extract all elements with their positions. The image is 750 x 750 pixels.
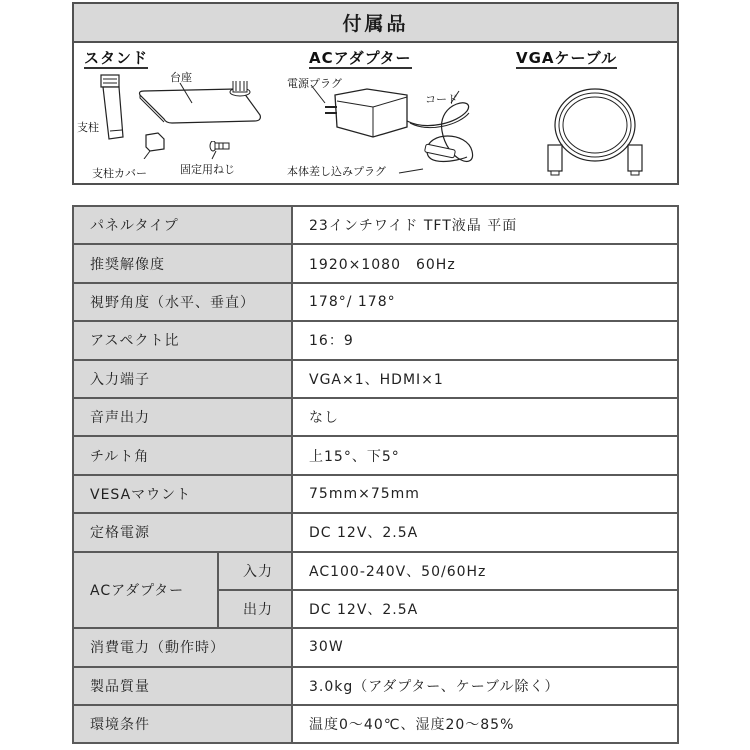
spec-label: VESAマウント: [73, 475, 292, 513]
accessories-header: 付属品: [74, 4, 677, 43]
pillar-cover-icon: [142, 131, 172, 159]
spec-value: 30W: [292, 628, 678, 666]
screw-label: 固定用ねじ: [180, 163, 235, 176]
screw-icon: [208, 141, 232, 161]
spec-value: VGA×1、HDMI×1: [292, 360, 678, 398]
spec-sublabel-output: 出力: [218, 590, 292, 628]
spec-value: 上15°、下5°: [292, 436, 678, 474]
table-row: [73, 705, 678, 743]
accessories-panel: [72, 2, 679, 185]
vga-cable-icon: [540, 79, 650, 179]
spec-label: 推奨解像度: [73, 244, 292, 282]
spec-value: DC 12V、2.5A: [292, 513, 678, 551]
table-row: [73, 436, 678, 474]
spec-sublabel-input: 入力: [218, 552, 292, 590]
vga-cable-section: [504, 45, 679, 185]
spec-value: DC 12V、2.5A: [292, 590, 678, 628]
table-row: [73, 321, 678, 359]
spec-label: ACアダプター: [73, 552, 218, 629]
table-row: [73, 398, 678, 436]
pillar-label: 支柱: [77, 121, 99, 134]
spec-label: 消費電力（動作時）: [73, 628, 292, 666]
spec-value: AC100-240V、50/60Hz: [292, 552, 678, 590]
dc-plug-label: 本体差し込みプラグ: [287, 165, 386, 178]
table-row: [73, 513, 678, 551]
spec-value: 1920×1080 60Hz: [292, 244, 678, 282]
table-row: [73, 244, 678, 282]
spec-value: 3.0kg（アダプター、ケーブル除く）: [292, 667, 678, 705]
spec-label: アスペクト比: [73, 321, 292, 359]
spec-value: 23インチワイド TFT液晶 平面: [292, 206, 678, 244]
spec-label: パネルタイプ: [73, 206, 292, 244]
power-plug-label: 電源プラグ: [287, 77, 342, 90]
spec-label: 視野角度（水平、垂直）: [73, 283, 292, 321]
spec-table: [72, 205, 679, 744]
ac-adapter-title: ACアダプター: [309, 49, 412, 67]
table-row: [73, 360, 678, 398]
spec-value: 温度0～40℃、湿度20～85%: [292, 705, 678, 743]
spec-label: 入力端子: [73, 360, 292, 398]
spec-label: 音声出力: [73, 398, 292, 436]
table-row: [73, 628, 678, 666]
spec-value: 178°/ 178°: [292, 283, 678, 321]
table-row: [73, 475, 678, 513]
spec-label: 定格電源: [73, 513, 292, 551]
table-row: [73, 552, 678, 590]
spec-label: 環境条件: [73, 705, 292, 743]
spec-value: 16：9: [292, 321, 678, 359]
ac-adapter-section: [279, 45, 504, 185]
stand-base-icon: [136, 81, 266, 131]
table-row: [73, 667, 678, 705]
stand-title: スタンド: [84, 49, 149, 67]
spec-value: 75mm×75mm: [292, 475, 678, 513]
vga-cable-title: VGAケーブル: [516, 49, 618, 67]
stand-section: [74, 45, 279, 185]
pillar-icon: [98, 73, 128, 143]
pillar-cover-label: 支柱カバー: [92, 167, 147, 180]
table-row: [73, 206, 678, 244]
base-label: 台座: [170, 71, 192, 84]
cord-label: コード: [425, 93, 458, 106]
table-row: [73, 283, 678, 321]
spec-label: チルト角: [73, 436, 292, 474]
spec-label: 製品質量: [73, 667, 292, 705]
spec-value: なし: [292, 398, 678, 436]
